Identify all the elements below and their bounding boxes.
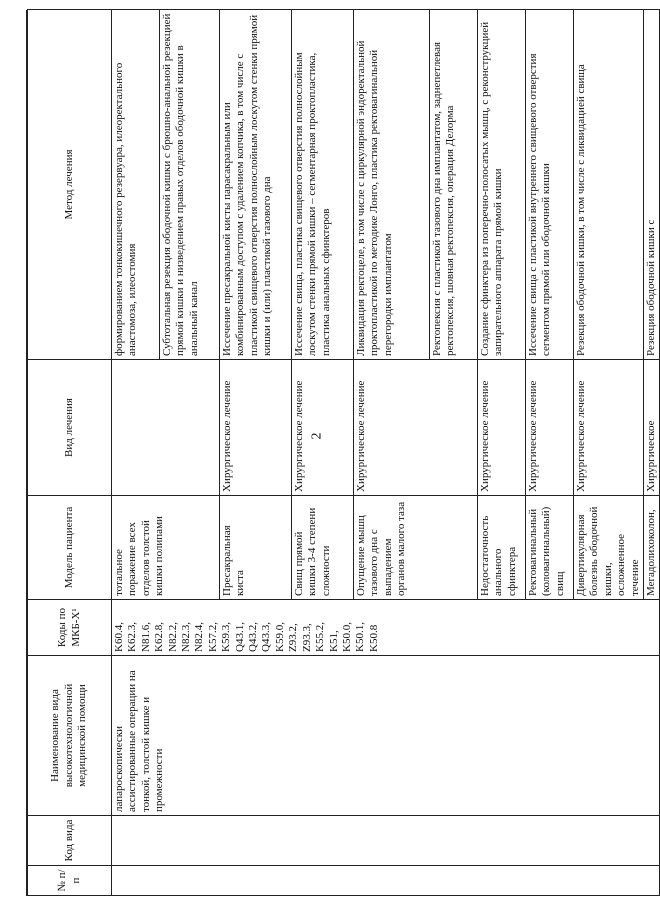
page-number: 2 bbox=[309, 432, 325, 440]
table-row bbox=[112, 10, 160, 896]
patient-model-cell: тотальное поражение всех отделов толстой кишки полипами bbox=[112, 496, 220, 600]
treatment-method-cell: Иссечение пресакральной кисты парасакральным или комбинированным доступом с удалением копчика, в том числе с пластикой свищевого отверстия полнослойным лоскутом стенки прямой кишки и (или) пластикой тазового дна bbox=[220, 10, 292, 360]
treatment-method-cell: Создание сфинктера из поперечно-полосатых мышц, с реконструкцией запирательного аппарата прямой кишки bbox=[478, 10, 526, 360]
header-num: № п/п bbox=[28, 866, 112, 896]
treatment-method-cell: Субтотальная резекция ободочной кишки с брюшно-анальной резекцией прямой кишки и низведением правых отделов ободочной кишки в анальный канал bbox=[160, 10, 220, 360]
treatment-method-cell: Ликвидация ректоцеле, в том числе с циркулярной эндоректальной проктопластикой по методике Лонго, пластика ректовагинальной перегородки имплантатом bbox=[354, 10, 430, 360]
header-treatment-type: Вид лечения bbox=[28, 360, 112, 496]
treatment-type-cell: Хирургическое лечение bbox=[292, 360, 354, 496]
header-treatment-method: Метод лечения bbox=[28, 10, 112, 360]
treatment-method-cell: Ректопексия с пластикой тазового дна имплантатом, заднепетлевая ректопексия, шовная ректопексия, операция Делорма bbox=[430, 10, 478, 360]
header-kind-code: Код вида bbox=[28, 816, 112, 866]
table-header-row bbox=[28, 10, 112, 896]
kind-name-cell: лапароскопически ассистированные операции на тонкой, толстой кишке и промежности bbox=[112, 656, 660, 816]
treatment-type-cell: Хирургическое лечение bbox=[220, 360, 292, 496]
treatment-type-cell: Хирургическое bbox=[644, 360, 660, 496]
treatment-method-cell: Резекция ободочной кишки с bbox=[644, 10, 660, 360]
patient-model-cell: Ректовагинальный (коловагинальный) свищ bbox=[526, 496, 574, 600]
treatment-method-cell: формированием тонкокишечного резервуара, илеоректального анастомоза, илеостомия bbox=[112, 10, 160, 360]
icd-codes-cell: K60.4, K62.3, N81.6, K62.8, N82.2, N82.3, N82.4, K57.2, K59.3, Q43.1, Q43.2, Q43.3, K59.0, Z93.2, Z93.3, K55.2, K51, K50.0, K50.1, K50.8 bbox=[112, 600, 660, 656]
kind-code-cell bbox=[112, 816, 660, 866]
patient-model-cell: Опущение мышц тазового дна с выпадением органов малого таза bbox=[354, 496, 478, 600]
num-cell bbox=[112, 866, 660, 896]
document-table-area bbox=[26, 10, 658, 896]
treatment-type-cell: Хирургическое лечение bbox=[478, 360, 526, 496]
patient-model-cell: Недостаточность анального сфинктера bbox=[478, 496, 526, 600]
header-icd-codes: Коды по МКБ-X¹ bbox=[28, 600, 112, 656]
treatment-method-cell: Иссечение свища с пластикой внутреннего свищевого отверстия сегментом прямой или ободочной кишки bbox=[526, 10, 574, 360]
patient-model-cell: Пресакральная киста bbox=[220, 496, 292, 600]
header-kind-name: Наименование вида высокотехнологичной медицинской помощи bbox=[28, 656, 112, 816]
header-patient-model: Модель пациента bbox=[28, 496, 112, 600]
patient-model-cell: Дивертикулярная болезнь ободочной кишки, осложненное течение bbox=[574, 496, 644, 600]
treatment-type-cell: Хирургическое лечение bbox=[574, 360, 644, 496]
patient-model-cell: Свищ прямой кишки 3-4 степени сложности bbox=[292, 496, 354, 600]
treatment-type-cell: Хирургическое лечение bbox=[354, 360, 478, 496]
treatment-type-cell: Хирургическое лечение bbox=[526, 360, 574, 496]
patient-model-cell: Мегадолихоколон, bbox=[644, 496, 660, 600]
treatment-method-cell: Резекция ободочной кишки, в том числе с ликвидацией свища bbox=[574, 10, 644, 360]
treatment-table bbox=[27, 9, 660, 896]
treatment-method-cell: Иссечение свища, пластика свищевого отверстия полнослойным лоскутом стенки прямой кишки – сегментарная проктопластика, пластика анальных сфинктеров bbox=[292, 10, 354, 360]
treatment-type-cell bbox=[112, 360, 220, 496]
